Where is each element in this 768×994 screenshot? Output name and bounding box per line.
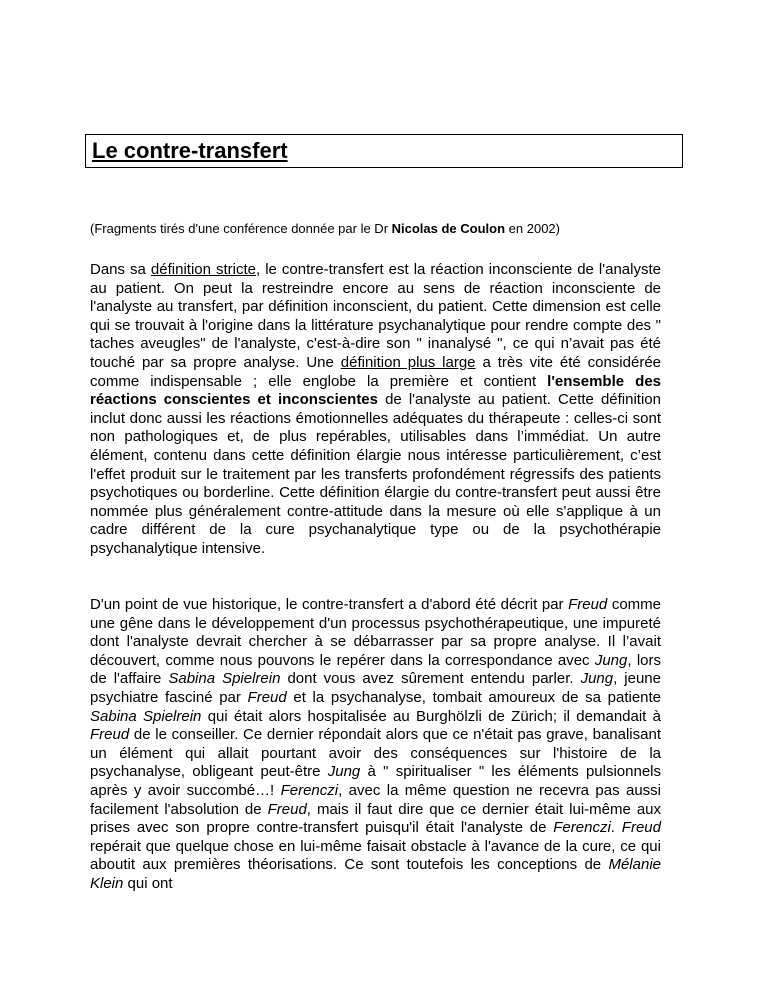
text-run: à " spiritualiser " les éléments pulsionnels après y avoir succombé…! (90, 763, 661, 799)
italic-name: Freud (568, 596, 608, 613)
text-run: a très vite été considérée comme indispensable ; elle englobe la première et contient (90, 353, 662, 390)
source-text-before: (Fragments tirés d'une conférence donnée par le Dr (90, 221, 392, 236)
underlined-term: définition stricte (150, 261, 257, 278)
italic-name: Ferenczi (553, 819, 611, 837)
italic-name: Jung (580, 670, 614, 688)
text-run: , jeune psychiatre fasciné par (90, 670, 661, 706)
text-run: , avec la même question ne recevra pas aussi facilement l'absolution de (90, 781, 661, 818)
title-box (85, 134, 683, 168)
text-run: qui était alors hospitalisée au Burghölzli de Zürich; il demandait à (201, 707, 661, 725)
text-run: D'un point de vue historique, le contre-transfert a d'abord été décrit par (90, 596, 569, 613)
bold-phrase: l'ensemble des réactions conscientes et inconscientes (90, 372, 662, 409)
text-run: repérait que quelque chose en lui-même faisait obstacle à l'avance de la cure, ce qui aboutit aux premières théorisations. Ce sont toutefois les conceptions de (90, 837, 661, 874)
source-line (90, 221, 560, 236)
italic-name: Freud (621, 819, 661, 837)
italic-name: Freud (90, 726, 130, 744)
text-run: , le contre-transfert est la réaction inconsciente de l'analyste au patient. On peut la restreindre encore au sens de réaction inconsciente de l'analyste au transfert, par définition inconscient, du patient. Cette dimension est celle qui se trouvait à l'origine dans la littérature psychanalytique pour rendre compte des " taches aveugles" de l'analyste, c'est-à-dire son " inanalysé ", ce qui n’avait pas été touché par sa propre analyse. Une (90, 261, 661, 371)
italic-name: Jung (327, 763, 361, 781)
italic-name: Mélanie Klein (90, 856, 661, 892)
italic-name: Sabina Spielrein (90, 707, 202, 725)
source-text-after: en 2002) (505, 221, 560, 236)
italic-name: Freud (267, 800, 307, 818)
text-run: , mais il faut dire que ce dernier était lui-même aux prises avec son propre contre-transfert puisqu'il était l'analyste de (90, 800, 662, 837)
text-run: , lors de l'affaire (90, 651, 661, 688)
source-author: Nicolas de Coulon (391, 221, 506, 236)
underlined-term: définition plus large (340, 353, 476, 371)
paragraph-2 (90, 596, 661, 894)
italic-name: Ferenczi (280, 781, 339, 799)
text-run: dont vous avez sûrement entendu parler. (280, 670, 581, 688)
text-run: de le conseiller. Ce dernier répondait alors que ce n'était pas grave, banalisant un élément qui allait pourtant avoir des conséquences sur l'histoire de la psychanalyse, obligeant peut-être (90, 726, 661, 781)
text-run: et la psychanalyse, tombait amoureux de sa patiente (286, 688, 662, 706)
text-run: comme une gêne dans le développement d'un processus psychothérapeutique, une impureté dont l'analyste devrait chercher à se débarrasser par sa propre analyse. Il l’avait découvert, comme nous pouvons le repérer dans la correspondance avec (90, 596, 662, 669)
paragraph-1 (90, 261, 661, 559)
text-run: Dans sa (90, 261, 151, 278)
text-run: de l'analyste au patient. Cette définition inclut donc aussi les réactions émotionnelles adéquates du thérapeute : celles-ci sont non pathologiques et, de plus repérables, utilisables dans l’immédiat. Un autre élément, contenu dans cette définition élargie nous intéresse particulièrement, c’est l'effet produit sur le traitement par les transferts profondément régressifs des patients psychotiques ou borderline. Cette définition élargie du contre-transfert peut aussi être nommée plus généralement contre-attitude dans la mesure où elle s'applique à un cadre différent de la cure psychanalytique type ou de la psychothérapie psychanalytique intensive. (90, 391, 661, 557)
text-run: . (610, 819, 622, 837)
italic-name: Freud (247, 688, 287, 706)
italic-name: Sabina Spielrein (168, 670, 281, 688)
document-title: Le contre-transfert (92, 138, 288, 163)
text-run: qui ont (123, 874, 173, 892)
italic-name: Jung (594, 651, 628, 669)
